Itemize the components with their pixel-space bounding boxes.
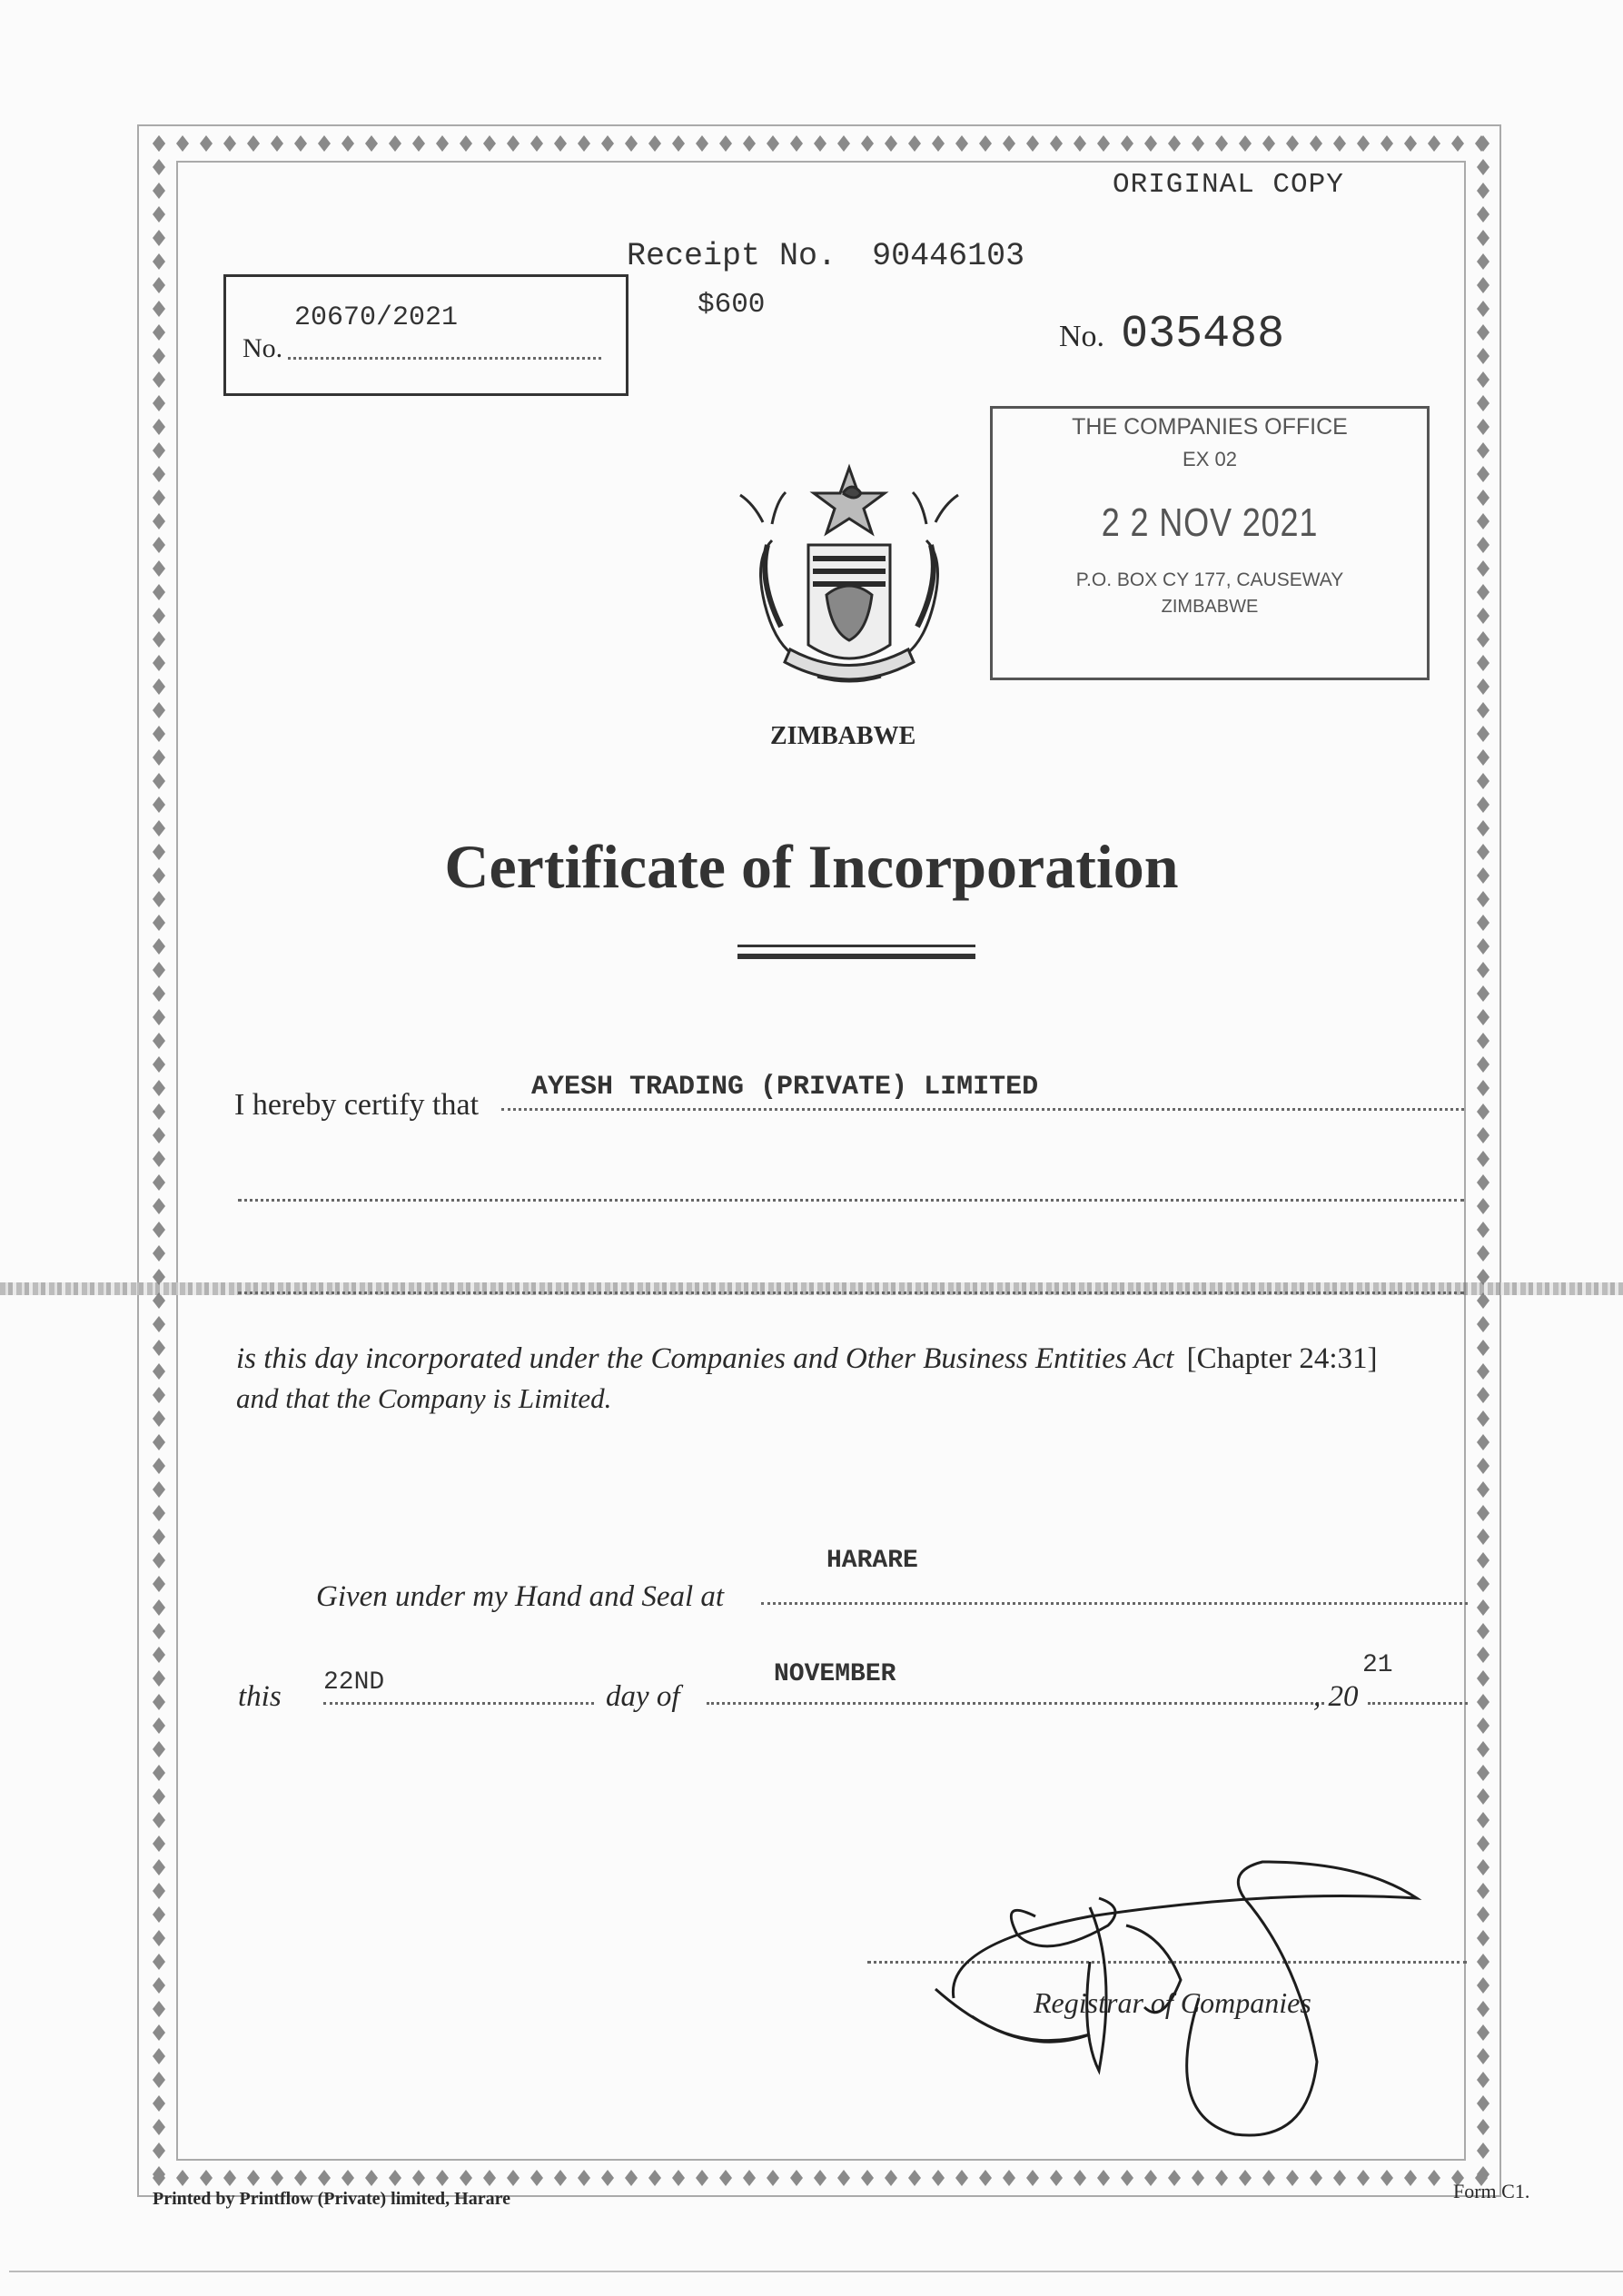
incorporated-text: is this day incorporated under the Companies and Other Business Entities Act bbox=[236, 1342, 1174, 1375]
month-line bbox=[707, 1700, 1324, 1705]
company-name-line bbox=[501, 1106, 1464, 1111]
form-label: Form C1. bbox=[1453, 2180, 1530, 2202]
company-name-line-2 bbox=[238, 1197, 1464, 1202]
signature-icon bbox=[917, 1853, 1462, 2180]
title-underline-top bbox=[737, 945, 975, 947]
day: 22ND bbox=[323, 1668, 385, 1697]
given-label: Given under my Hand and Seal at bbox=[316, 1580, 725, 1613]
place-line bbox=[761, 1600, 1468, 1605]
place: HARARE bbox=[826, 1547, 918, 1575]
printer-credit: Printed by Printflow (Private) limited, Harare bbox=[153, 2189, 510, 2209]
company-name-line-3 bbox=[238, 1290, 1464, 1294]
stamp-date: 2 2 NOV 2021 bbox=[1101, 500, 1319, 545]
incorporated-line bbox=[236, 1342, 1378, 1376]
limited-text: and that the Company is Limited. bbox=[236, 1382, 612, 1414]
chapter: [Chapter 24:31] bbox=[1186, 1342, 1378, 1375]
file-no-line bbox=[288, 355, 601, 360]
file-number-box bbox=[223, 274, 628, 396]
footer-rule bbox=[9, 2271, 1623, 2272]
certificate-number-block bbox=[1059, 309, 1284, 361]
this-label: this bbox=[238, 1680, 282, 1713]
receipt-label: Receipt No. bbox=[627, 238, 837, 274]
registrar-label: Registrar of Companies bbox=[1034, 1986, 1311, 2019]
receipt-line bbox=[627, 238, 1024, 274]
certify-label: I hereby certify that bbox=[234, 1088, 480, 1122]
year-suffix: 21 bbox=[1362, 1651, 1393, 1679]
amount: $600 bbox=[698, 289, 766, 321]
certificate-number: 035488 bbox=[1121, 309, 1285, 361]
stamp-office: THE COMPANIES OFFICE bbox=[1072, 414, 1348, 440]
coat-of-arms-icon bbox=[717, 459, 981, 695]
file-no-label: No. bbox=[242, 333, 283, 363]
year-prefix: , 20 bbox=[1313, 1680, 1359, 1713]
receipt-number: 90446103 bbox=[872, 238, 1025, 274]
title-underline-bottom bbox=[737, 954, 975, 959]
company-name: AYESH TRADING (PRIVATE) LIMITED bbox=[531, 1072, 1039, 1103]
companies-office-stamp bbox=[990, 406, 1430, 680]
stamp-code: EX 02 bbox=[1183, 448, 1237, 470]
certificate-title: Certificate of Incorporation bbox=[444, 832, 1179, 901]
year-line bbox=[1368, 1700, 1468, 1705]
stamp-country: ZIMBABWE bbox=[1161, 597, 1259, 617]
month: NOVEMBER bbox=[774, 1660, 896, 1688]
certificate-no-label: No. bbox=[1059, 320, 1105, 353]
stamp-address: P.O. BOX CY 177, CAUSEWAY bbox=[1075, 569, 1344, 590]
file-number: 20670/2021 bbox=[294, 302, 459, 333]
day-line bbox=[323, 1700, 594, 1705]
original-copy-label: ORIGINAL COPY bbox=[1113, 169, 1344, 201]
emblem-caption: ZIMBABWE bbox=[770, 722, 916, 750]
day-of-label: day of bbox=[606, 1680, 680, 1713]
